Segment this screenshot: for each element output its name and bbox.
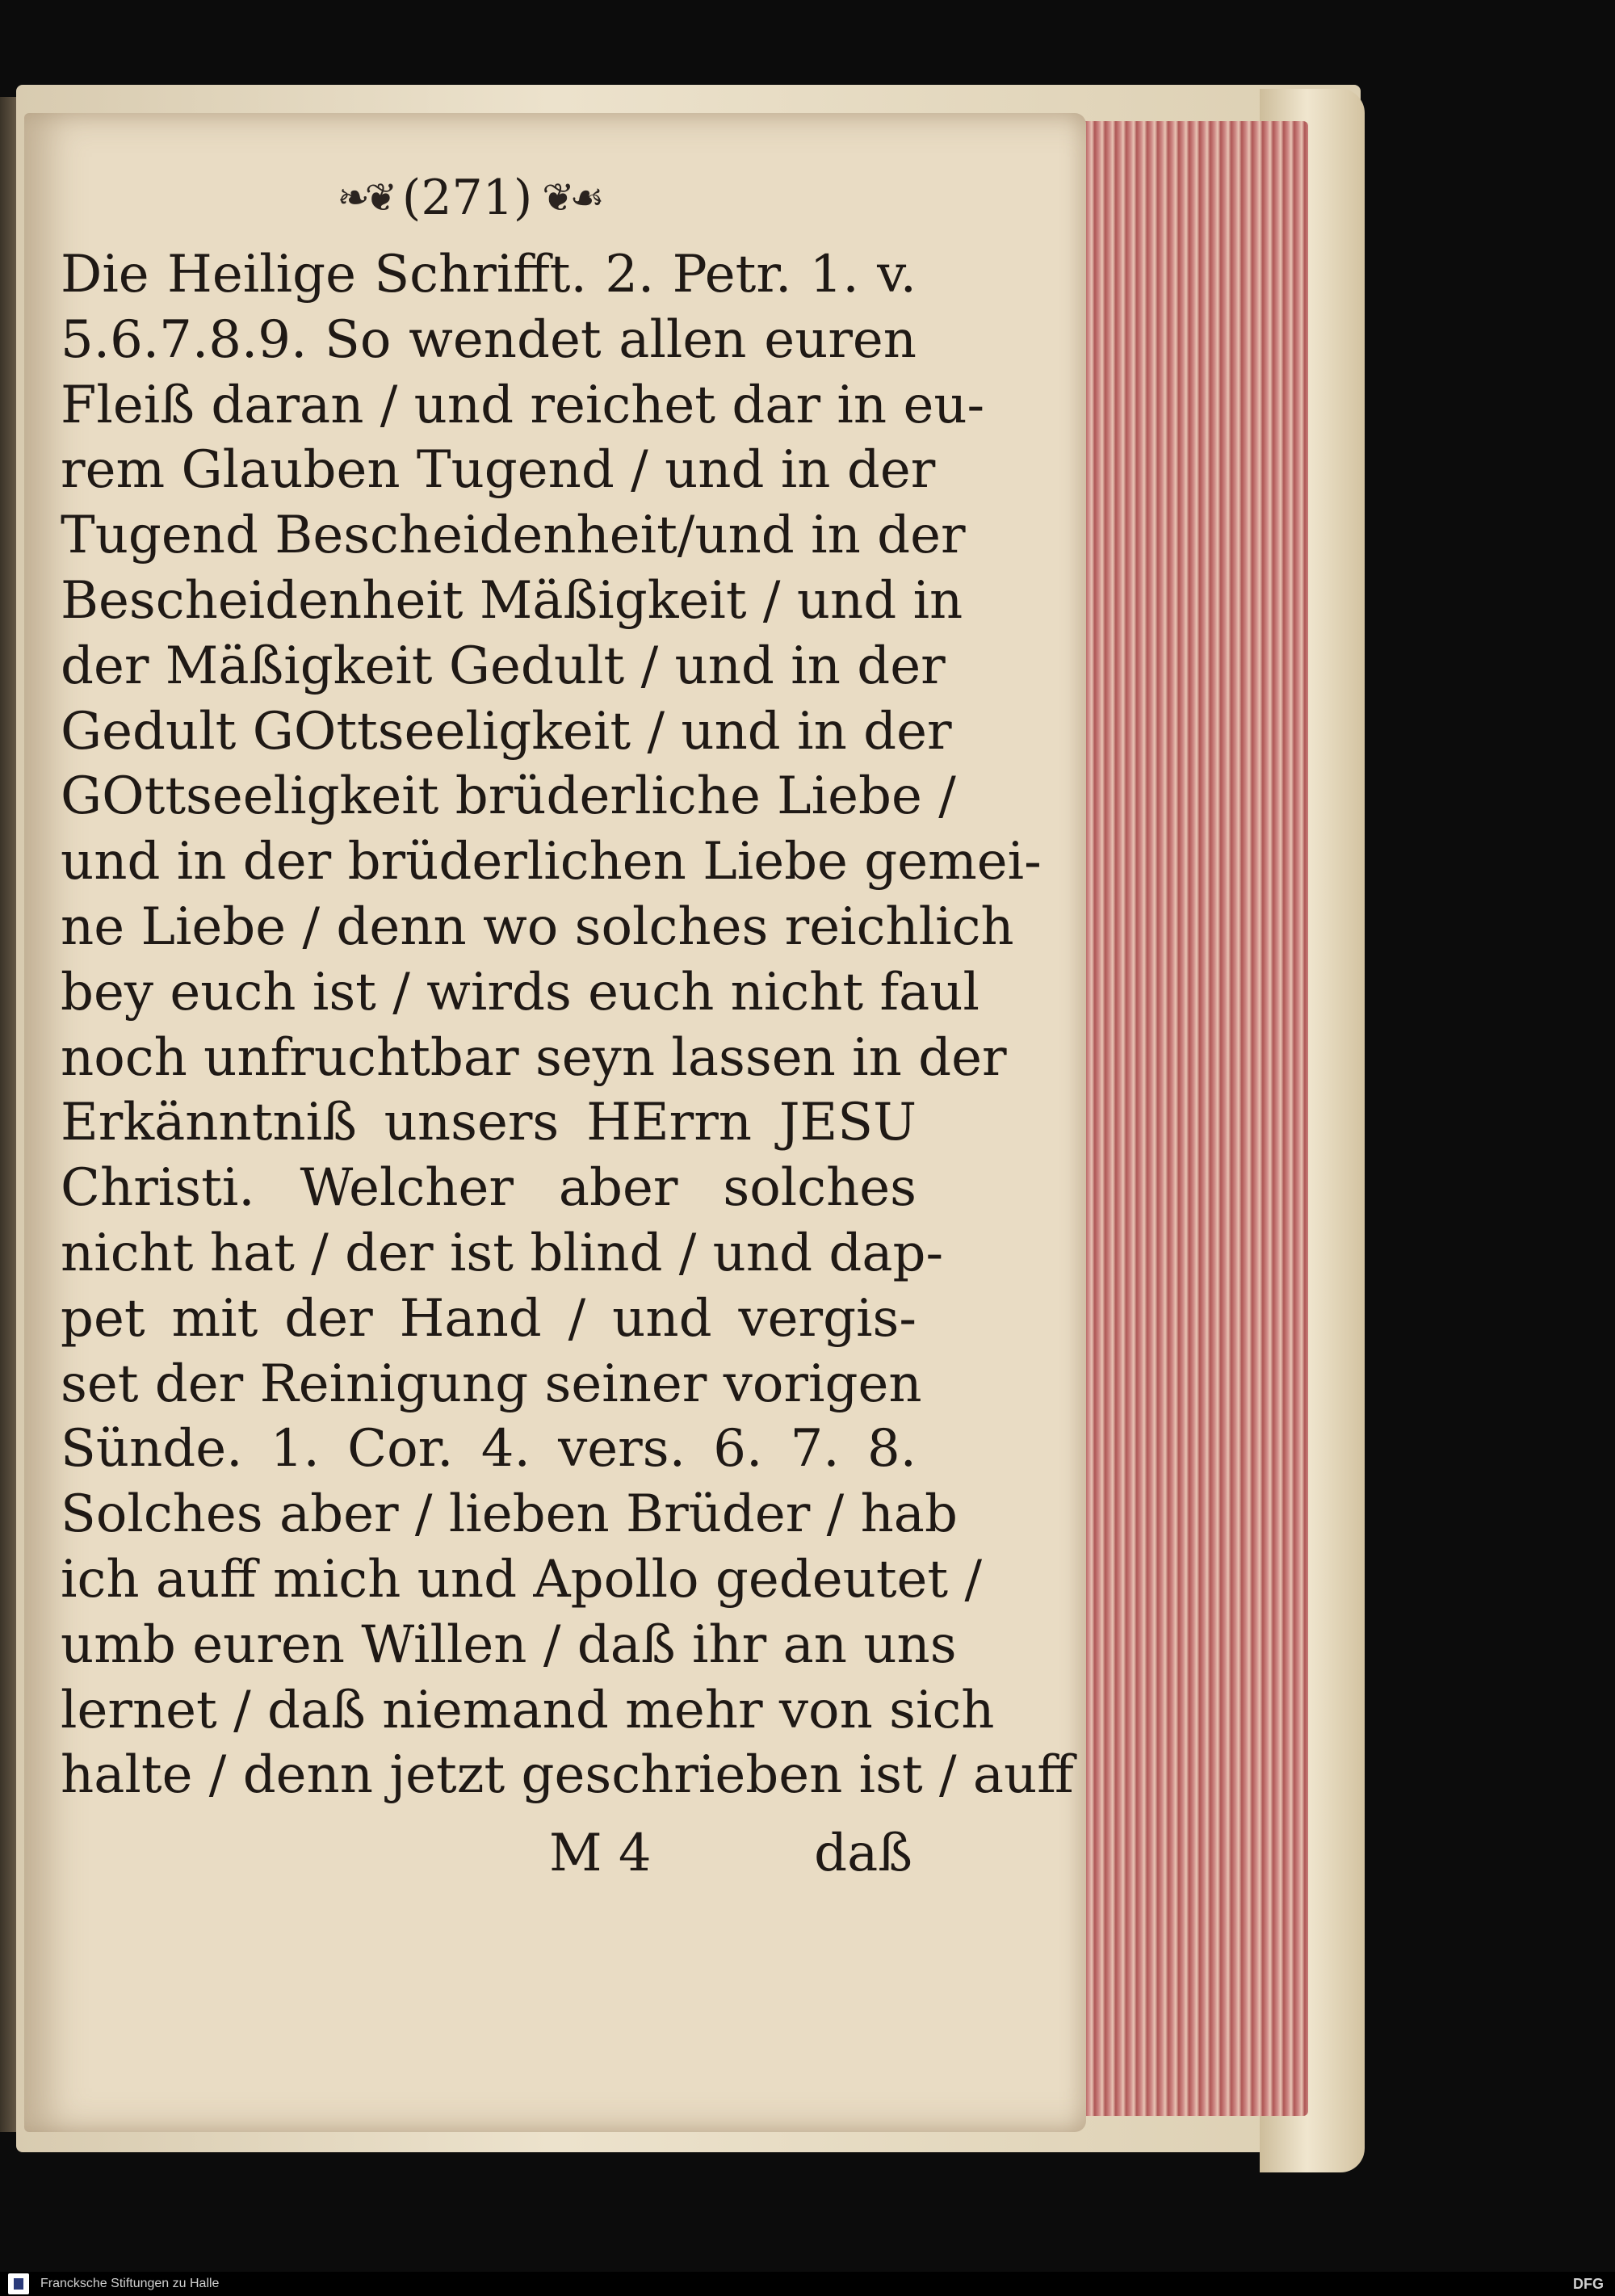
text-line: Erkänntniß unsers HErrn JESU bbox=[61, 1093, 917, 1153]
page-footer bbox=[549, 1821, 912, 1886]
signature-mark: M 4 bbox=[549, 1824, 652, 1883]
text-line: Tugend Bescheidenheit/und in der bbox=[61, 506, 966, 566]
page-edges bbox=[1074, 121, 1308, 2116]
text-line: Fleiß daran / und reichet dar in eu- bbox=[61, 375, 985, 435]
text-line: Bescheidenheit Mäßigkeit / und in bbox=[61, 570, 963, 631]
text-line: ne Liebe / denn wo solches reichlich bbox=[61, 896, 1014, 957]
text-line: rem Glauben Tugend / und in der bbox=[61, 440, 936, 501]
text-line: 5.6.7.8.9. So wendet allen euren bbox=[61, 309, 917, 370]
text-line: Gedult GOttseeligkeit / und in der bbox=[61, 701, 952, 762]
text-line: Die Heilige Schrifft. 2. Petr. 1. v. bbox=[61, 245, 917, 304]
page-header bbox=[291, 166, 646, 230]
library-logo-icon bbox=[8, 2273, 29, 2294]
page-number: (271) bbox=[401, 170, 533, 226]
viewer-footer-bar bbox=[0, 2272, 1615, 2296]
text-line: und in der brüderlichen Liebe gemei- bbox=[61, 832, 1042, 892]
text-line: Sünde. 1. Cor. 4. vers. 6. 7. 8. bbox=[61, 1419, 917, 1480]
ornament-right-icon: ❦☙ bbox=[542, 175, 600, 220]
text-line: umb euren Willen / daß ihr an uns bbox=[61, 1614, 957, 1675]
text-line: ich auff mich und Apollo gedeutet / bbox=[61, 1549, 983, 1610]
text-line: der Mäßigkeit Gedult / und in der bbox=[61, 636, 946, 696]
text-line: bey euch ist / wirds euch nicht faul bbox=[61, 962, 979, 1022]
text-line: nicht hat / der ist blind / und dap- bbox=[61, 1223, 944, 1283]
text-line: halte / denn jetzt geschrieben ist / auff bbox=[61, 1745, 1074, 1806]
text-line: GOttseeligkeit brüderliche Liebe / bbox=[61, 766, 956, 827]
text-line: lernet / daß niemand mehr von sich bbox=[61, 1680, 995, 1740]
dfg-logo: DFG bbox=[1573, 2275, 1604, 2292]
text-line: Christi. Welcher aber solches bbox=[61, 1158, 917, 1219]
text-line: Solches aber / lieben Brüder / hab bbox=[61, 1484, 958, 1545]
text-line: noch unfruchtbar seyn lassen in der bbox=[61, 1027, 1007, 1088]
text-line: pet mit der Hand / und vergis- bbox=[61, 1288, 917, 1349]
page-text bbox=[61, 242, 1074, 1808]
catchword: daß bbox=[814, 1824, 912, 1883]
ornament-left-icon: ❧❦ bbox=[337, 175, 392, 220]
library-credit: Francksche Stiftungen zu Halle bbox=[40, 2277, 220, 2290]
text-line: set der Reinigung seiner vorigen bbox=[61, 1354, 922, 1414]
